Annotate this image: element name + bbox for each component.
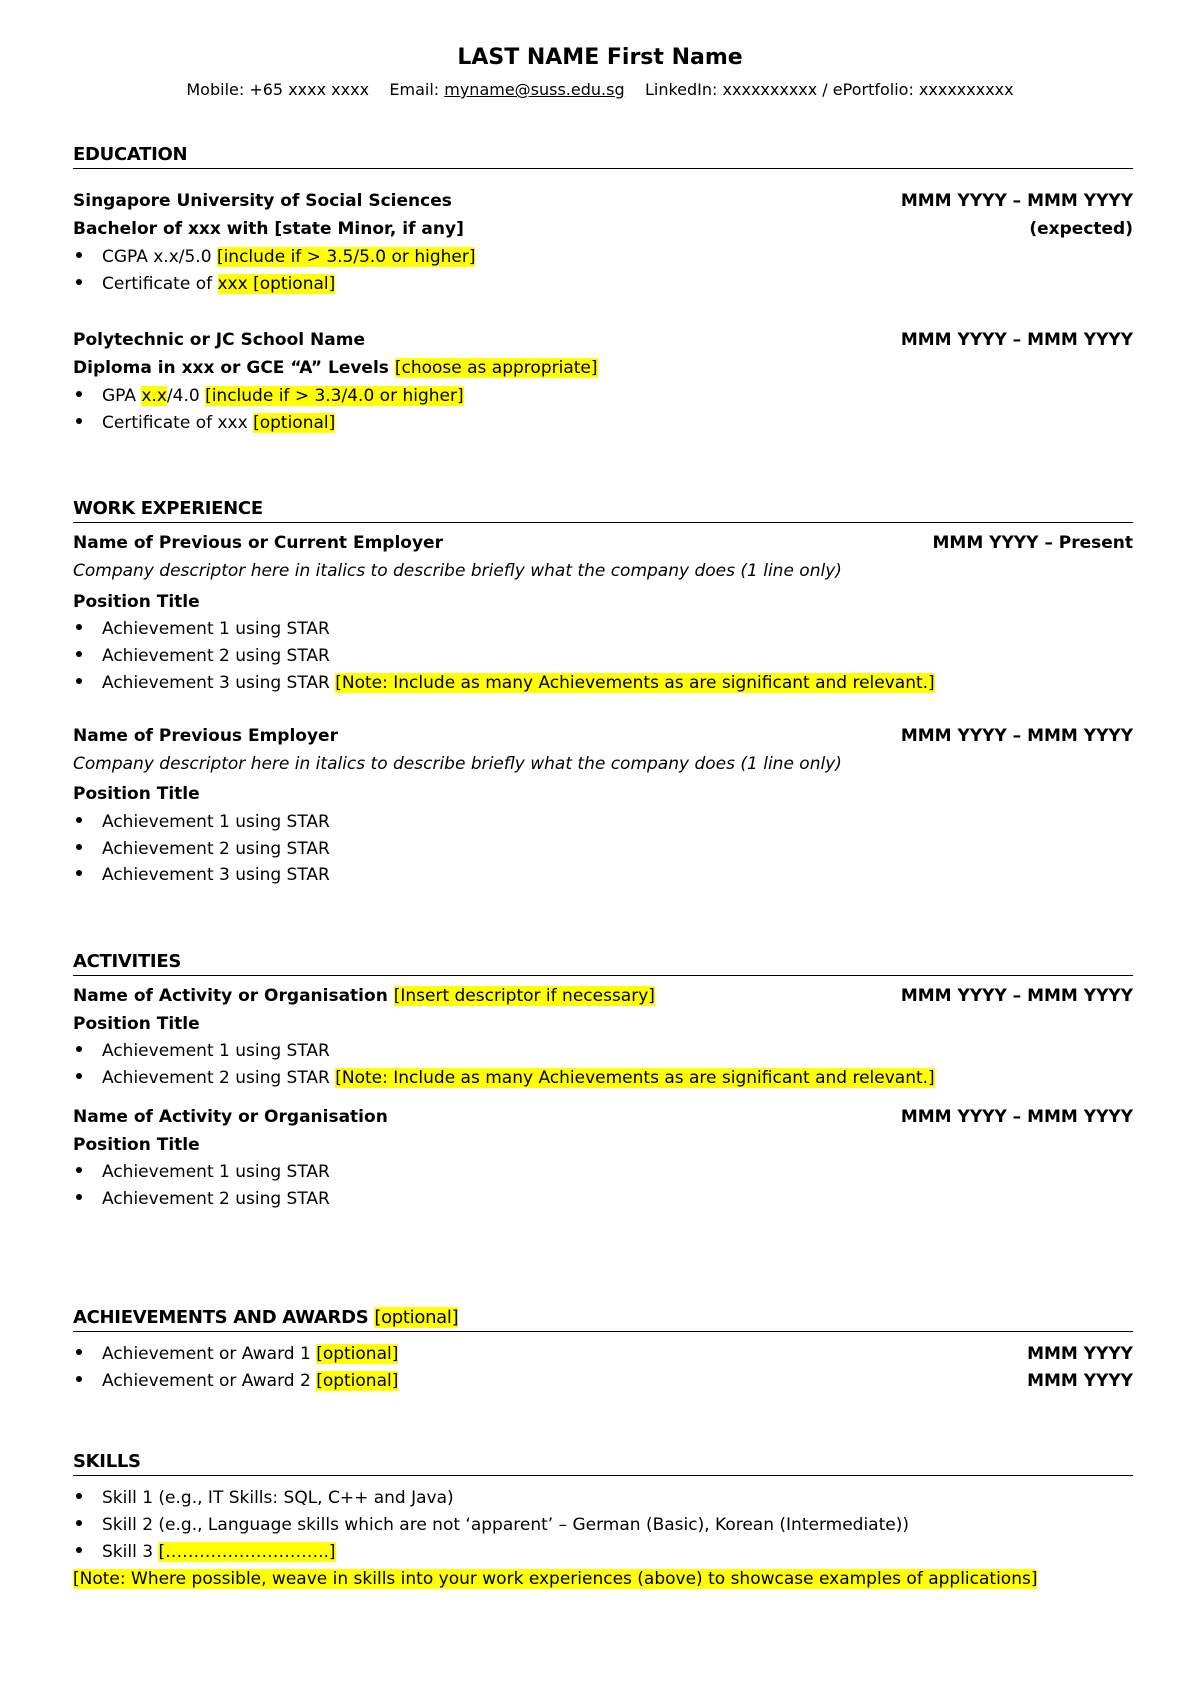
section-heading-awards: ACHIEVEMENTS AND AWARDS [optional] [73,1306,1133,1332]
activity-dates: MMM YYYY – MMM YYYY [900,1107,1133,1127]
bullet-icon [76,1073,82,1079]
bullet-icon [76,817,82,823]
list-item: Skill 2 (e.g., Language skills which are not ‘apparent’ – German (Basic), Korean (Intermediate)) [73,1512,1133,1538]
company-descriptor: Company descriptor here in italics to describe briefly what the company does (1 line only) [73,754,842,774]
list-item: Achievement 3 using STAR [Note: Include as many Achievements as are significant and relevant.] [73,670,1133,696]
company-descriptor: Company descriptor here in italics to describe briefly what the company does (1 line only) [73,561,842,581]
list-item: Achievement 1 using STAR [73,1159,1133,1185]
list-item: Achievement 2 using STAR [Note: Include as many Achievements as are significant and relevant.] [73,1065,1133,1091]
position-title: Position Title [73,784,200,804]
activity-name: Name of Activity or Organisation [73,1107,388,1127]
section-heading-education: EDUCATION [73,143,1133,169]
education-qualification: Diploma in xxx or GCE “A” Levels [choose as appropriate] [73,358,598,378]
list-item: Achievement or Award 2 [optional] [73,1368,1133,1394]
list-item: Achievement 1 using STAR [73,1038,1133,1064]
bullet-icon [76,844,82,850]
education-school: Singapore University of Social Sciences [73,191,452,211]
award-date: MMM YYYY [1027,1371,1133,1391]
mobile-label: Mobile: [186,80,245,99]
list-item: Skill 1 (e.g., IT Skills: SQL, C++ and Java) [73,1485,1133,1511]
section-heading-work-experience: WORK EXPERIENCE [73,497,1133,523]
employer-name: Name of Previous or Current Employer [73,533,443,553]
list-item: Certificate of xxx [optional] [73,410,1133,436]
bullet-icon [76,1349,82,1355]
list-item: GPA x.x/4.0 [include if > 3.3/4.0 or higher] [73,383,1133,409]
activity-dates: MMM YYYY – MMM YYYY [900,986,1133,1006]
bullet-icon [76,624,82,630]
list-item: CGPA x.x/5.0 [include if > 3.5/5.0 or higher] [73,244,1133,270]
list-item: Achievement 2 using STAR [73,643,1133,669]
list-item: Certificate of xxx [optional] [73,271,1133,297]
section-heading-skills: SKILLS [73,1450,1133,1476]
linkedin-label: LinkedIn: [644,80,718,99]
bullet-icon [76,1046,82,1052]
bullet-icon [76,1493,82,1499]
award-date: MMM YYYY [1027,1344,1133,1364]
bullet-icon [76,418,82,424]
bullet-icon [76,870,82,876]
bullet-icon [76,678,82,684]
education-qualification: Bachelor of xxx with [state Minor, if any] [73,219,464,239]
education-dates: MMM YYYY – MMM YYYY [900,191,1133,211]
list-item: Achievement 2 using STAR [73,836,1133,862]
contact-line [0,80,1200,99]
linkedin-value: xxxxxxxxxx / ePortfolio: xxxxxxxxxx [722,80,1014,99]
education-expected-note: (expected) [1029,219,1133,239]
section-heading-activities: ACTIVITIES [73,950,1133,976]
candidate-name: LAST NAME First Name [457,45,743,70]
bullet-icon [76,1520,82,1526]
employment-dates: MMM YYYY – MMM YYYY [900,726,1133,746]
bullet-icon [76,651,82,657]
education-dates: MMM YYYY – MMM YYYY [900,330,1133,350]
bullet-icon [76,1547,82,1553]
position-title: Position Title [73,592,200,612]
list-item: Achievement or Award 1 [optional] [73,1341,1133,1367]
skills-note: [Note: Where possible, weave in skills into your work experiences (above) to showcase examples of applications] [73,1569,1038,1589]
mobile-value: +65 xxxx xxxx [249,80,370,99]
education-school: Polytechnic or JC School Name [73,330,365,350]
position-title: Position Title [73,1135,200,1155]
employer-name: Name of Previous Employer [73,726,338,746]
bullet-icon [76,1194,82,1200]
bullet-icon [76,391,82,397]
email-label: Email: [389,80,440,99]
list-item: Skill 3 [………………………..] [73,1539,1133,1565]
bullet-icon [76,252,82,258]
bullet-icon [76,1376,82,1382]
position-title: Position Title [73,1014,200,1034]
list-item: Achievement 1 using STAR [73,616,1133,642]
bullet-icon [76,1167,82,1173]
bullet-icon [76,279,82,285]
list-item: Achievement 1 using STAR [73,809,1133,835]
list-item: Achievement 3 using STAR [73,862,1133,888]
employment-dates: MMM YYYY – Present [932,533,1133,553]
email-link[interactable]: myname@suss.edu.sg [444,80,625,99]
list-item: Achievement 2 using STAR [73,1186,1133,1212]
activity-name: Name of Activity or Organisation [Insert descriptor if necessary] [73,986,655,1006]
